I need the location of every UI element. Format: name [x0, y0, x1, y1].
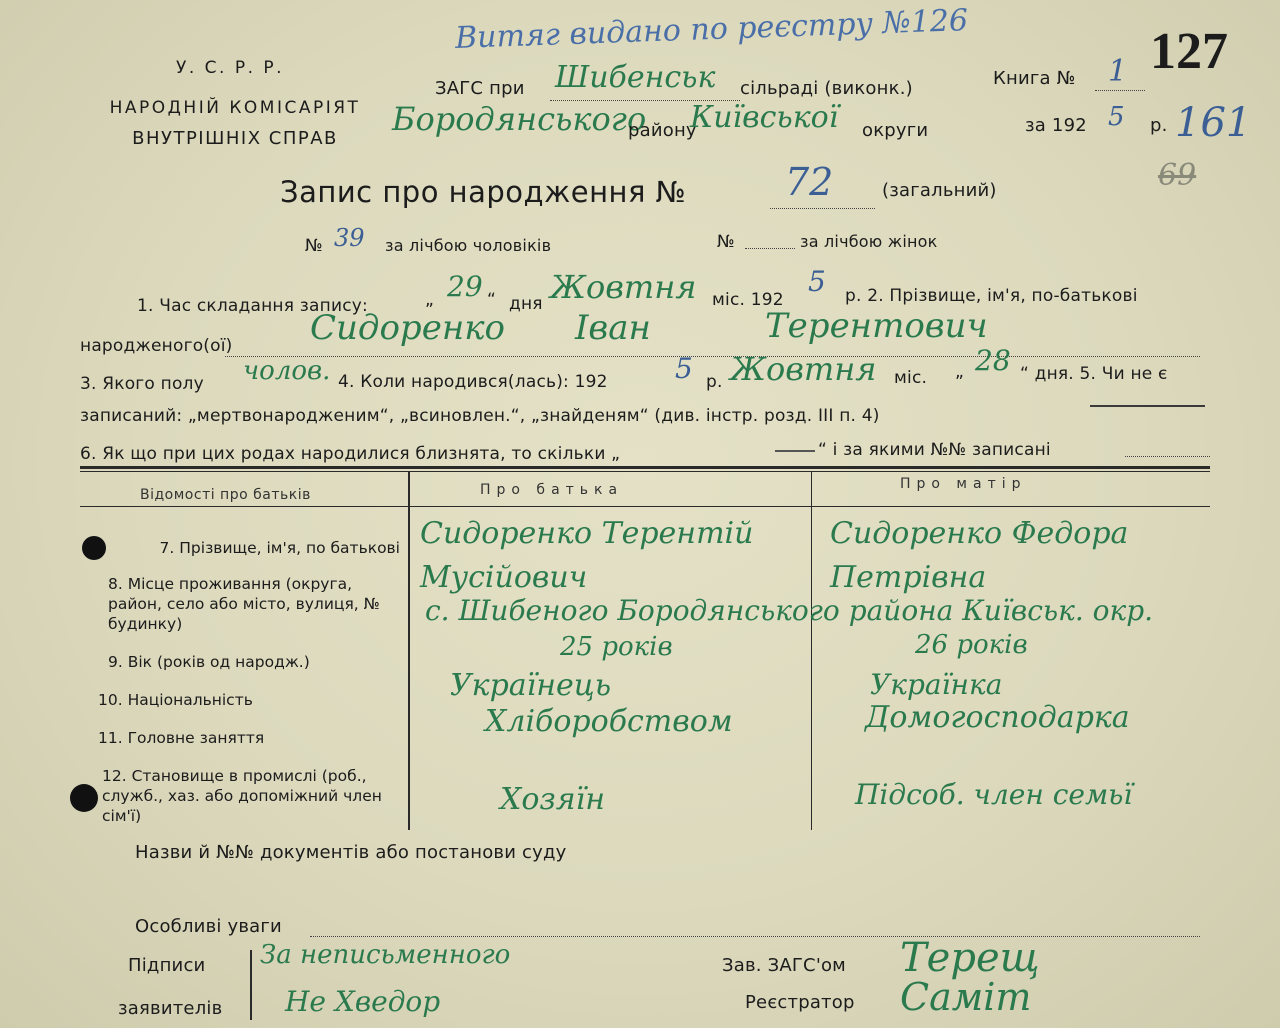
row-label-occupation: 11. Головне заняття — [98, 729, 265, 747]
general-label: (загальний) — [882, 180, 997, 201]
record-title: Запис про народження № — [280, 175, 687, 209]
table-vrule-2 — [811, 472, 812, 830]
father-status: Хозяїн — [500, 782, 605, 817]
punch-hole-bottom — [70, 784, 98, 812]
raion-label: району — [628, 120, 697, 141]
field6-label: 6. Як що при цих родах народилися близнята, то скільки „ — [80, 444, 621, 464]
row-label-name: 7. Прізвище, ім'я, по батькові — [159, 539, 400, 557]
field6-label2: “ і за якими №№ записані — [818, 440, 1051, 460]
row-label-age: 9. Вік (років од народж.) — [108, 653, 310, 671]
child-name-line — [225, 356, 1200, 357]
field1-day-label: дня — [509, 294, 543, 314]
signatures-bracket — [250, 950, 252, 1020]
punch-hole-top — [82, 536, 106, 560]
birth-month: Жовтня — [730, 350, 877, 388]
year-label: за 192 — [1025, 115, 1087, 136]
father-residence: с. Шибеного Бородянського района Київськ. окр. — [425, 594, 1154, 627]
birth-month-label: міс. — [894, 368, 928, 388]
special-label: Особливі уваги — [135, 916, 282, 937]
mother-occupation: Домогосподарка — [865, 700, 1130, 735]
field1-month-label: міс. 192 — [712, 290, 784, 310]
field2-label-start: р. 2. Прізвище, ім'я, по-батькові — [845, 286, 1138, 306]
col-header-info: Відомості про батьків — [140, 487, 311, 503]
women-number-line — [745, 248, 795, 249]
men-prefix: № — [305, 236, 323, 256]
book-number: 1 — [1108, 54, 1128, 89]
okruha: Київської — [690, 100, 839, 135]
applicant-signature2: Не Хведор — [285, 985, 441, 1018]
republic-label: У. С. Р. Р. — [175, 58, 285, 78]
documents-label: Назви й №№ документів або постанови суду — [135, 842, 567, 863]
child-name: Іван — [575, 308, 651, 348]
father-surname: Сидоренко Терентій Мусійович — [420, 516, 754, 595]
field1-quote-close: “ — [487, 290, 497, 310]
birth-year-digit: 5 — [675, 352, 693, 385]
field2-label: народженого(ої) — [80, 336, 233, 356]
registrar-label: Реєстратор — [745, 992, 855, 1013]
record-number: 72 — [785, 160, 834, 204]
special-line — [310, 936, 1200, 937]
mother-status: Підсоб. член семьї — [855, 778, 1133, 811]
row-label-status: 12. Становище в промислі (роб., служб., хаз. або допоміжний член сім'ї) — [102, 767, 382, 825]
field6-line — [1125, 456, 1210, 457]
table-top-rule — [80, 466, 1210, 469]
col-header-mother: Про матір — [900, 476, 1027, 492]
commissariat-line2: ВНУТРІШНІХ СПРАВ — [132, 128, 338, 149]
signatures-label2: заявителів — [118, 998, 223, 1019]
father-nationality: Українець — [450, 668, 612, 703]
commissariat-line1: НАРОДНІЙ КОМІСАРІЯТ — [109, 98, 361, 118]
table-vrule-1 — [408, 472, 410, 830]
year-digit: 5 — [1108, 102, 1125, 132]
women-prefix: № — [717, 232, 735, 252]
book-label: Книга № — [993, 68, 1076, 89]
row-label-residence: 8. Місце проживання (округа, район, село або місто, вулиця, № будинку) — [108, 575, 380, 633]
mother-surname: Сидоренко Федора Петрівна — [830, 516, 1129, 595]
signatures-label1: Підписи — [128, 955, 206, 976]
field1-label: 1. Час складання запису: — [137, 296, 368, 316]
birth-day: 28 — [975, 344, 1011, 377]
year-suffix: р. — [1150, 115, 1168, 136]
field5-line2: записаний: „мертвонародженим“, „всиновлен.“, „знайденям“ (див. інстр. розд. III п. 4) — [80, 406, 880, 426]
registrar-signature: Саміт — [900, 975, 1032, 1019]
margin-number-struck: 69 — [1158, 158, 1197, 193]
field3-label: 3. Якого полу — [80, 374, 204, 394]
head-label: Зав. ЗАГС'ом — [722, 955, 846, 976]
mother-nationality: Українка — [870, 668, 1003, 701]
table-header-rule — [80, 506, 1210, 507]
father-occupation: Хліборобством — [485, 704, 733, 739]
field4-label: 4. Коли народився(лась): 192 — [338, 372, 608, 392]
applicant-signature1: За неписьменного — [260, 940, 511, 970]
field6-dash — [775, 450, 815, 452]
book-number-line — [1095, 90, 1145, 91]
okruha-label: округи — [862, 120, 929, 141]
table-top-rule2 — [80, 471, 1210, 472]
record-month: Жовтня — [550, 268, 697, 306]
margin-number: 161 — [1175, 100, 1252, 146]
zags-suffix: сільраді (виконк.) — [740, 78, 913, 99]
district: Бородянського — [392, 100, 647, 138]
men-label: за лічбою чоловіків — [385, 236, 552, 255]
page-number-stamp: 127 — [1150, 23, 1228, 80]
mother-age: 26 років — [915, 630, 1028, 660]
top-handwritten-note: Витяг видано по реєстру №126 — [454, 3, 969, 56]
child-surname: Сидоренко — [310, 308, 505, 348]
father-age: 25 років — [560, 632, 673, 662]
field5-label: “ дня. 5. Чи не є — [1020, 364, 1168, 384]
zags-village: Шибенськ — [555, 60, 716, 95]
record-number-line — [770, 208, 875, 209]
col-header-father: Про батька — [480, 482, 624, 498]
head-signature: Терещ — [900, 935, 1040, 981]
zags-prefix: ЗАГС при — [435, 78, 525, 99]
field1-quote-open: „ — [425, 290, 435, 310]
record-day: 29 — [447, 270, 483, 303]
men-number: 39 — [334, 224, 365, 252]
women-label: за лічбою жінок — [800, 232, 938, 251]
child-sex: чолов. — [243, 356, 331, 386]
field4-r: р. — [706, 372, 723, 392]
row-label-nationality: 10. Національність — [98, 691, 253, 709]
birth-day-quote: „ — [955, 362, 965, 382]
field5-dash — [1090, 405, 1205, 407]
child-patronymic: Терентович — [765, 306, 988, 346]
record-year-digit: 5 — [808, 265, 826, 298]
